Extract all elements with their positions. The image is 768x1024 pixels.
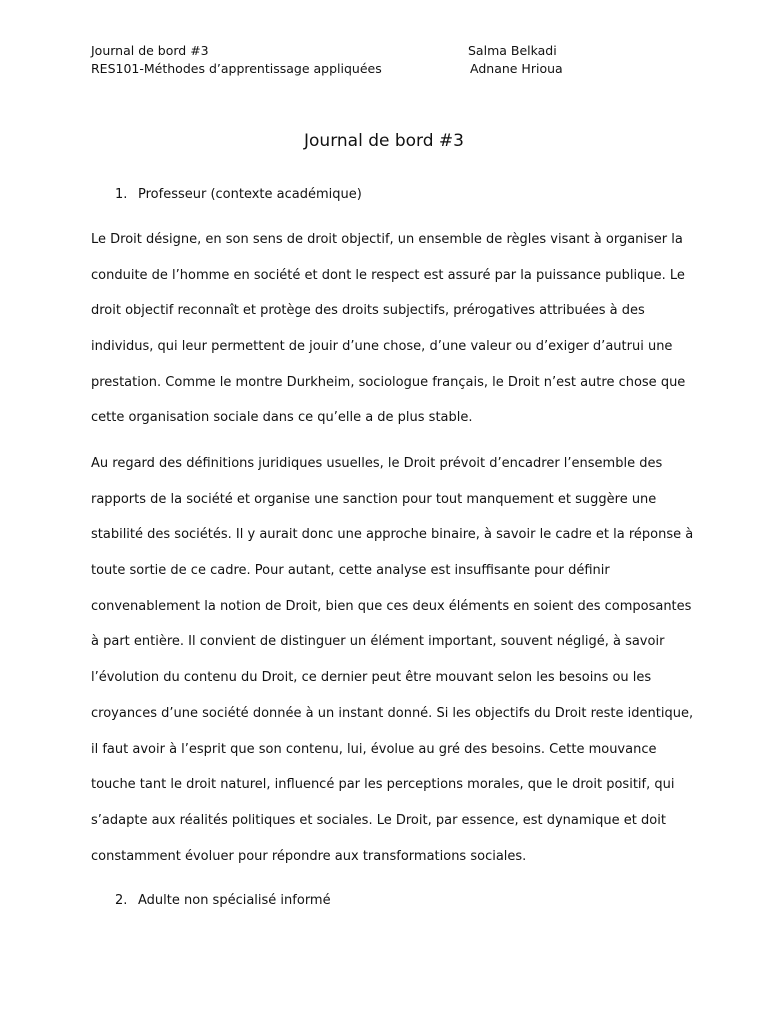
paragraph-2: [91, 455, 694, 883]
paragraph-1: [91, 231, 686, 445]
paragraph-line: Au regard des définitions juridiques usuelles, le Droit prévoit d’encadrer l’ensemble des: [91, 456, 663, 471]
paragraph-line: il faut avoir à l’esprit que son contenu, lui, évolue au gré des besoins. Cette mouvance: [91, 741, 657, 757]
paragraph-line: constamment évoluer pour répondre aux transformations sociales.: [91, 848, 527, 864]
document-title: Journal de bord #3: [304, 131, 464, 151]
section-number: 2.: [115, 893, 128, 908]
paragraph-line: droit objectif reconnaît et protège des droits subjectifs, prérogatives attribuées à des: [91, 303, 645, 319]
paragraph-line: touche tant le droit naturel, influencé par les perceptions morales, que le droit positif, qui: [91, 777, 675, 793]
section-heading-2: [115, 892, 331, 910]
paragraph-line: croyances d’une société donnée à un instant donné. Si les objectifs du Droit reste identique,: [91, 705, 694, 721]
header-left: [91, 42, 382, 78]
section-label: Professeur (contexte académique): [138, 187, 362, 202]
paragraph-line: s’adapte aux réalités politiques et sociales. Le Droit, par essence, est dynamique et doit: [91, 812, 666, 828]
section-number: 1.: [115, 187, 128, 202]
paragraph-line: stabilité des sociétés. Il y aurait donc une approche binaire, à savoir le cadre et la réponse à: [91, 527, 694, 543]
header-author-2: Adnane Hrioua: [470, 61, 563, 76]
section-label: Adulte non spécialisé informé: [138, 893, 331, 908]
paragraph-line: à part entière. Il convient de distinguer un élément important, souvent négligé, à savoir: [91, 634, 665, 650]
paragraph-line: individus, qui leur permettent de jouir d’une chose, d’une valeur ou d’exiger d’autrui une: [91, 339, 673, 355]
header-course-name: RES101-Méthodes d’apprentissage appliquées: [91, 61, 382, 76]
paragraph-line: conduite de l’homme en société et dont le respect est assuré par la puissance publique. Le: [91, 267, 685, 283]
header-right: [468, 42, 563, 78]
paragraph-line: l’évolution du contenu du Droit, ce dernier peut être mouvant selon les besoins ou les: [91, 670, 652, 686]
paragraph-line: toute sortie de ce cadre. Pour autant, cette analyse est insuffisante pour définir: [91, 563, 610, 579]
paragraph-line: prestation. Comme le montre Durkheim, sociologue français, le Droit n’est autre chose que: [91, 374, 686, 390]
paragraph-line: Le Droit désigne, en son sens de droit objectif, un ensemble de règles visant à organiser la: [91, 232, 683, 247]
section-heading-1: [115, 186, 362, 204]
header-journal-title: Journal de bord #3: [91, 43, 209, 58]
paragraph-line: rapports de la société et organise une sanction pour tout manquement et suggère une: [91, 491, 657, 507]
paragraph-line: convenablement la notion de Droit, bien que ces deux éléments en soient des composantes: [91, 598, 692, 614]
header-author-1: Salma Belkadi: [468, 43, 557, 58]
paragraph-line: cette organisation sociale dans ce qu’elle a de plus stable.: [91, 410, 473, 426]
